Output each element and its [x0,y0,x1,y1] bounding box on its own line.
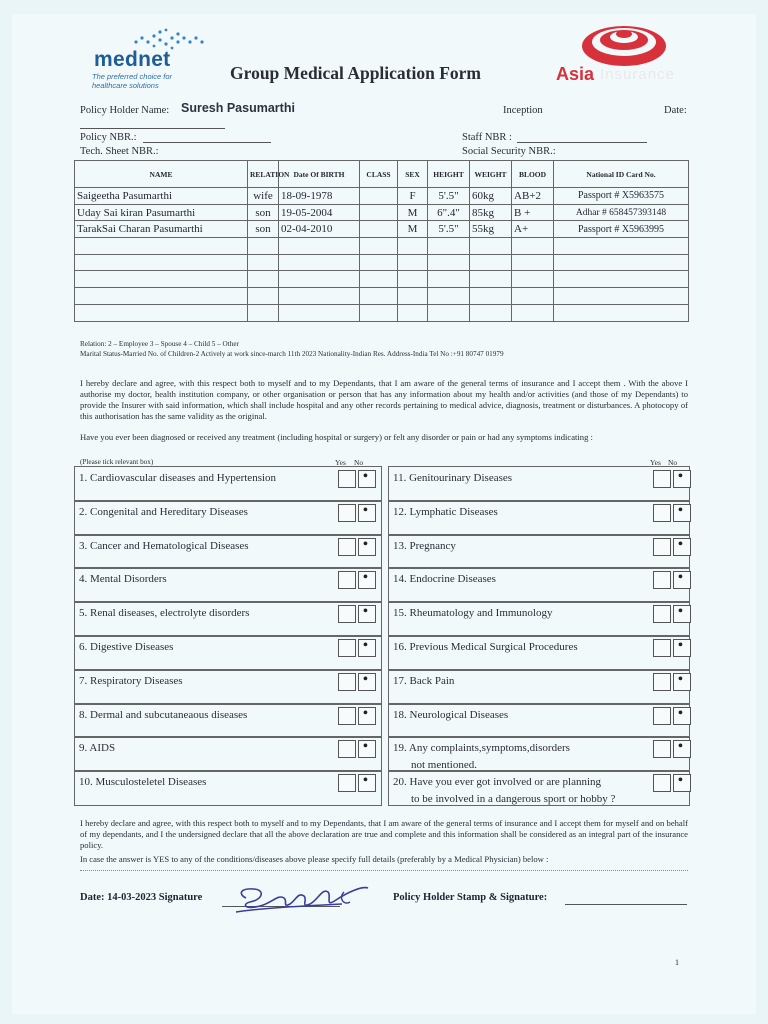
condition-text: 11. Genitourinary Diseases [393,472,513,484]
cell-empty[interactable] [279,304,360,321]
cell-national-id[interactable]: Adhar # 658457393148 [554,204,689,221]
handwritten-signature-icon [232,880,372,920]
stamp-signature-label: Policy Holder Stamp & Signature: [393,892,548,903]
cell-blood[interactable]: AB+2 [512,188,554,205]
condition-text: 15. Rheumatology and Immunology [393,607,553,620]
yes-checkbox[interactable] [653,504,671,522]
col-blood: BLOOD [512,161,554,188]
cell-empty[interactable] [75,288,248,305]
no-checkbox[interactable] [673,571,691,589]
no-checkbox[interactable] [358,470,376,488]
condition-label [393,538,456,555]
yes-checkbox[interactable] [338,538,356,556]
relation-legend: Relation: 2 – Employee 3 – Spouse 4 – Child 5 – Other [80,340,239,348]
condition-label [393,774,615,807]
col-national-id: National ID Card No. [554,161,689,188]
cell-dob[interactable]: 18-09-1978 [279,188,360,205]
no-checkbox[interactable] [673,707,691,725]
cell-relation[interactable]: son [248,204,279,221]
cell-empty[interactable] [470,254,512,271]
table-row [75,288,689,305]
policy-holder-label: Policy Holder Name: [80,105,170,116]
cell-empty[interactable] [470,271,512,288]
cell-class[interactable] [360,204,398,221]
yes-checkbox[interactable] [338,707,356,725]
cell-empty[interactable] [554,288,689,305]
no-header-left: No [354,458,364,467]
no-checkbox[interactable] [673,605,691,623]
condition-row [74,770,382,806]
table-row [75,271,689,288]
policy-nbr-label: Policy NBR.: [80,132,137,143]
condition-text: 1. Cardiovascular diseases and Hypertension [79,472,277,484]
condition-text: 10. Musculosteletel Diseases [79,776,207,789]
no-checkbox[interactable] [673,504,691,522]
tick-note: (Please tick relevant box) [80,458,154,466]
condition-row [388,770,690,806]
table-row [75,254,689,271]
cell-empty[interactable] [360,304,398,321]
marital-status-line: Marital Status-Married No. of Children-2 Actively at work since-march 11th 2023 Nationality-Indian Res. Address-India Tel No :+91 80747 01979 [80,350,504,358]
condition-text: 13. Pregnancy [393,539,456,552]
no-checkbox[interactable] [673,740,691,758]
no-checkbox[interactable] [673,538,691,556]
cell-empty[interactable] [512,304,554,321]
col-name: NAME [75,161,248,188]
details-dotted-line[interactable] [80,870,688,871]
condition-row [74,567,382,603]
cell-blood[interactable]: B + [512,204,554,221]
asia-logo-text: Asia [556,64,595,84]
cell-empty[interactable] [279,254,360,271]
no-checkbox[interactable] [673,673,691,691]
condition-row [74,669,382,705]
insurance-faded-text: Insurance [600,66,675,83]
cell-height[interactable]: 6".4" [428,204,470,221]
condition-text: 9. AIDS [79,742,116,755]
cell-empty[interactable] [554,271,689,288]
cell-empty[interactable] [512,288,554,305]
policy-holder-name[interactable]: Suresh Pasumarthi [181,101,295,115]
condition-label [393,470,512,487]
dependants-table [74,160,689,322]
cell-empty[interactable] [428,254,470,271]
no-checkbox[interactable] [358,774,376,792]
cell-weight[interactable]: 85kg [470,204,512,221]
no-checkbox[interactable] [358,673,376,691]
table-row [75,204,689,221]
cell-blood[interactable]: A+ [512,221,554,238]
condition-row [74,466,382,502]
cell-empty[interactable] [398,304,428,321]
condition-text-continued: to be involved in a dangerous sport or hobby ? [411,792,616,805]
cell-empty[interactable] [248,288,279,305]
cell-empty[interactable] [428,238,470,255]
condition-label [393,673,454,690]
condition-text: 14. Endocrine Diseases [393,573,496,586]
yes-checkbox[interactable] [653,774,671,792]
condition-label [79,774,206,791]
cell-height[interactable]: 5'.5" [428,221,470,238]
col-dob: Date Of BIRTH [279,161,360,188]
no-checkbox[interactable] [358,639,376,657]
condition-label [79,538,249,555]
condition-row [388,703,690,739]
cell-empty[interactable] [75,304,248,321]
condition-label [79,470,276,487]
condition-text: 17. Back Pain [393,674,455,687]
cell-class[interactable] [360,188,398,205]
mednet-tagline: The preferred choice for healthcare solutions [92,72,173,90]
cell-empty[interactable] [554,254,689,271]
no-checkbox[interactable] [358,707,376,725]
col-relation: RELATION [248,161,279,188]
form-title: Group Medical Application Form [230,63,481,83]
condition-text: 2. Congenital and Hereditary Diseases [79,505,248,518]
cell-name[interactable]: Uday Sai kiran Pasumarthi [75,204,248,221]
condition-text: 6. Digestive Diseases [79,641,174,653]
cell-sex[interactable]: F [398,188,428,205]
yes-checkbox[interactable] [338,673,356,691]
cell-empty[interactable] [248,304,279,321]
yes-checkbox[interactable] [338,504,356,522]
cell-empty[interactable] [279,288,360,305]
yes-checkbox[interactable] [338,571,356,589]
col-height: HEIGHT [428,161,470,188]
table-row [75,304,689,321]
yes-checkbox[interactable] [653,470,671,488]
cell-empty[interactable] [398,288,428,305]
no-checkbox[interactable] [358,538,376,556]
declaration-truthfulness: I hereby declare and agree, with this respect both to myself and to my Dependants, that I am aware of the general terms of insurance and I accept them for myself and on behalf of my dependants, and I the undersigned declare that all the above declaration are true and complete and this information shall be considered as an integral part of the insurance policy. [80,818,688,850]
no-checkbox[interactable] [358,605,376,623]
cell-relation[interactable]: wife [248,188,279,205]
policy-nbr-field[interactable] [143,142,271,143]
policy-holder-underline [80,128,225,129]
declaration-authorisation: I hereby declare and agree, with this respect both to myself and to my Dependants, that I am aware of the general terms of insurance and I accept them . With the above I authorise my doctor, health institution company, or other organisation or person that has any information about my health and/or activities (and those of my Dependants) to provide the Insurer with said information, which shall include hospital and any other records pertaining to medical advice, diagnosis, treatment or disturbances. A photocopy of this authorisation has the same validity as the original. [80,378,688,421]
cell-dob[interactable]: 19-05-2004 [279,204,360,221]
asia-insurance-logo-icon [580,20,668,68]
condition-row [388,500,690,536]
cell-empty[interactable] [279,238,360,255]
condition-row [74,534,382,570]
table-row [75,238,689,255]
yes-header-right: Yes [650,458,661,467]
condition-row [388,601,690,637]
staff-nbr-field[interactable] [517,142,647,143]
cell-empty[interactable] [554,304,689,321]
table-row [75,221,689,238]
condition-text: 19. Any complaints,symptoms,disorders [393,742,570,755]
condition-text: 12. Lymphatic Diseases [393,505,498,518]
condition-text: 5. Renal diseases, electrolyte disorders [79,607,250,620]
cell-empty[interactable] [512,238,554,255]
date-signature-label: Date: 14-03-2023 Signature [80,892,203,903]
cell-empty[interactable] [75,238,248,255]
condition-label [393,571,496,588]
cell-empty[interactable] [470,238,512,255]
cell-empty[interactable] [512,271,554,288]
yes-checkbox[interactable] [653,571,671,589]
condition-label [79,673,183,690]
cell-empty[interactable] [75,271,248,288]
cell-empty[interactable] [428,304,470,321]
cell-dob[interactable]: 02-04-2010 [279,221,360,238]
cell-class[interactable] [360,221,398,238]
page-number: 1 [675,958,679,967]
condition-row [74,703,382,739]
yes-checkbox[interactable] [653,605,671,623]
cell-weight[interactable]: 55kg [470,221,512,238]
cell-weight[interactable]: 60kg [470,188,512,205]
no-checkbox[interactable] [358,740,376,758]
cell-empty[interactable] [428,288,470,305]
no-header-right: No [668,458,678,467]
yes-checkbox[interactable] [338,774,356,792]
cell-empty[interactable] [75,254,248,271]
cell-empty[interactable] [470,304,512,321]
cell-empty[interactable] [360,271,398,288]
condition-row [388,635,690,671]
condition-label [393,707,508,724]
condition-label [79,605,249,622]
stamp-signature-line[interactable] [565,904,687,905]
cell-empty[interactable] [398,238,428,255]
details-request: In case the answer is YES to any of the conditions/diseases above please specify full details (preferably by a Medical Physician) below : [80,854,549,864]
yes-checkbox[interactable] [338,740,356,758]
condition-text: 20. Have you ever got involved or are planning [393,776,602,789]
condition-label [79,504,248,521]
condition-row [388,736,690,772]
condition-label [79,571,167,588]
date-label: Date: [664,105,687,116]
cell-national-id[interactable]: Passport # X5963995 [554,221,689,238]
condition-label [393,605,552,622]
cell-sex[interactable]: M [398,204,428,221]
condition-row [388,567,690,603]
question-intro: Have you ever been diagnosed or received any treatment (including hospital or surgery) or felt any disorder or pain or had any symptoms indicating : [80,432,593,442]
cell-relation[interactable]: son [248,221,279,238]
yes-checkbox[interactable] [653,740,671,758]
yes-checkbox[interactable] [653,639,671,657]
yes-checkbox[interactable] [338,639,356,657]
condition-row [74,601,382,637]
no-checkbox[interactable] [358,504,376,522]
cell-empty[interactable] [398,254,428,271]
cell-national-id[interactable]: Passport # X5963575 [554,188,689,205]
cell-empty[interactable] [360,238,398,255]
cell-name[interactable]: TarakSai Charan Pasumarthi [75,221,248,238]
cell-empty[interactable] [554,238,689,255]
cell-empty[interactable] [360,288,398,305]
condition-text-continued: not mentioned. [411,758,477,771]
cell-empty[interactable] [248,238,279,255]
cell-empty[interactable] [248,271,279,288]
col-sex: SEX [398,161,428,188]
condition-label [79,707,247,724]
condition-label [79,639,173,656]
cell-empty[interactable] [398,271,428,288]
cell-empty[interactable] [512,254,554,271]
condition-row [74,736,382,772]
cell-sex[interactable]: M [398,221,428,238]
yes-checkbox[interactable] [653,673,671,691]
mednet-logo-text: mednet [94,48,171,71]
no-checkbox[interactable] [358,571,376,589]
table-header-row [75,161,689,188]
col-class: CLASS [360,161,398,188]
no-checkbox[interactable] [673,470,691,488]
no-checkbox[interactable] [673,639,691,657]
condition-text: 16. Previous Medical Surgical Procedures [393,641,578,653]
cell-empty[interactable] [248,254,279,271]
cell-empty[interactable] [428,271,470,288]
yes-header-left: Yes [335,458,346,467]
yes-checkbox[interactable] [653,707,671,725]
condition-text: 8. Dermal and subcutaneaous diseases [79,708,248,721]
condition-text: 3. Cancer and Hematological Diseases [79,539,249,552]
condition-label [79,740,115,757]
cell-empty[interactable] [279,271,360,288]
condition-row [388,669,690,705]
condition-text: 18. Neurological Diseases [393,708,509,721]
condition-label [393,740,570,773]
col-weight: WEIGHT [470,161,512,188]
yes-checkbox[interactable] [338,605,356,623]
condition-text: 4. Mental Disorders [79,573,167,586]
social-security-label: Social Security NBR.: [462,146,556,157]
inception-label: Inception [503,105,543,116]
yes-checkbox[interactable] [653,538,671,556]
condition-row [74,635,382,671]
staff-nbr-label: Staff NBR : [462,132,512,143]
cell-empty[interactable] [470,288,512,305]
condition-label [393,504,498,521]
condition-row [388,534,690,570]
cell-empty[interactable] [360,254,398,271]
no-checkbox[interactable] [673,774,691,792]
condition-row [388,466,690,502]
cell-name[interactable]: Saigeetha Pasumarthi [75,188,248,205]
condition-row [74,500,382,536]
tech-sheet-label: Tech. Sheet NBR.: [80,146,159,157]
cell-height[interactable]: 5'.5" [428,188,470,205]
condition-text: 7. Respiratory Diseases [79,674,183,687]
yes-checkbox[interactable] [338,470,356,488]
condition-label [393,639,578,656]
table-row [75,188,689,205]
